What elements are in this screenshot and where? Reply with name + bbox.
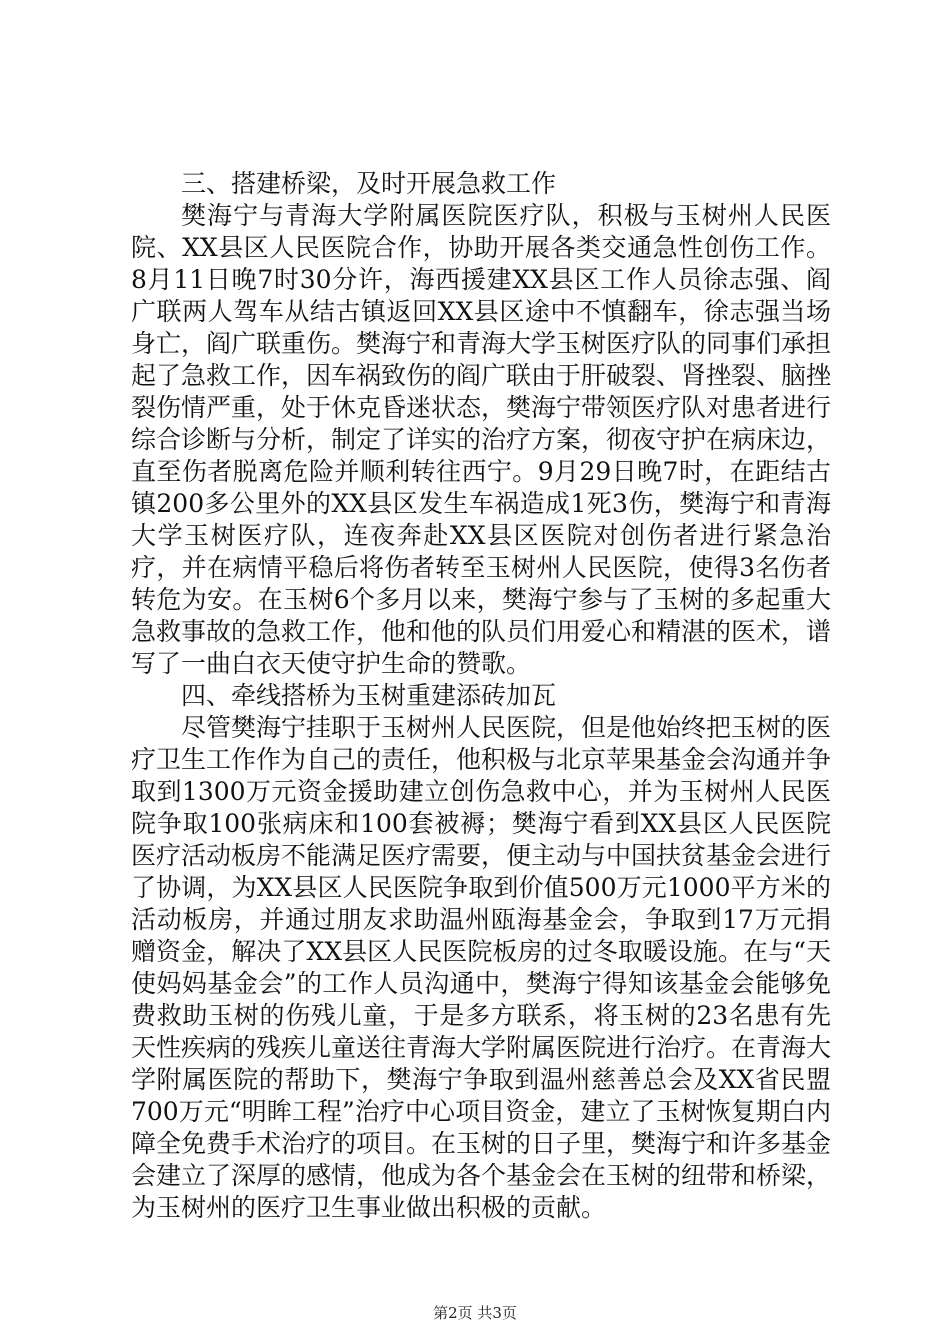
section-4-paragraph: 尽管樊海宁挂职于玉树州人民医院，但是他始终把玉树的医疗卫生工作作为自己的责任，他积极与北京苹果基金会沟通并争取到1300万元资金援助建立创伤急救中心，并为玉树州人民医院争取100张病床和100套被褥；樊海宁看到XX县区人民医院医疗活动板房不能满足医疗需要，便主动与中国扶贫基金会进行了协调，为XX县区人民医院争取到价值500万元1000平方米的活动板房，并通过朋友求助温州瓯海基金会，争取到17万元捐赠资金，解决了XX县区人民医院板房的过冬取暖设施。在与“天使妈妈基金会”的工作人员沟通中，樊海宁得知该基金会能够免费救助玉树的伤残儿童，于是多方联系，将玉树的23名患有先天性疾病的残疾儿童送往青海大学附属医院进行治疗。在青海大学附属医院的帮助下，樊海宁争取到温州慈善总会及XX省民盟700万元“明眸工程”治疗中心项目资金，建立了玉树恢复期白内障全免费手术治疗的项目。在玉树的日子里，樊海宁和许多基金会建立了深厚的感情，他成为各个基金会在玉树的纽带和桥梁，为玉树州的医疗卫生事业做出积极的贡献。	[131, 713, 832, 1222]
section-4-heading: 四、牵线搭桥为玉树重建添砖加瓦	[181, 681, 557, 710]
page-number-footer: 第2页 共3页	[433, 1304, 517, 1322]
document-body	[131, 168, 831, 1224]
section-3-paragraph: 樊海宁与青海大学附属医院医疗队，积极与玉树州人民医院、XX县区人民医院合作，协助开展各类交通急性创伤工作。8月11日晚7时30分许，海西援建XX县区工作人员徐志强、阎广联两人驾车从结古镇返回XX县区途中不慎翻车，徐志强当场身亡，阎广联重伤。樊海宁和青海大学玉树医疗队的同事们承担起了急救工作，因车祸致伤的阎广联由于肝破裂、肾挫裂、脑挫裂伤情严重，处于休克昏迷状态，樊海宁带领医疗队对患者进行综合诊断与分析，制定了详实的治疗方案，彻夜守护在病床边，直至伤者脱离危险并顺利转往西宁。9月29日晚7时，在距结古镇200多公里外的XX县区发生车祸造成1死3伤，樊海宁和青海大学玉树医疗队，连夜奔赴XX县区医院对创伤者进行紧急治疗，并在病情平稳后将伤者转至玉树州人民医院，使得3名伤者转危为安。在玉树6个多月以来，樊海宁参与了玉树的多起重大急救事故的急救工作，他和他的队员们用爱心和精湛的医术，谱写了一曲白衣天使守护生命的赞歌。	[131, 201, 832, 678]
section-3-heading: 三、搭建桥梁，及时开展急救工作	[181, 169, 557, 198]
